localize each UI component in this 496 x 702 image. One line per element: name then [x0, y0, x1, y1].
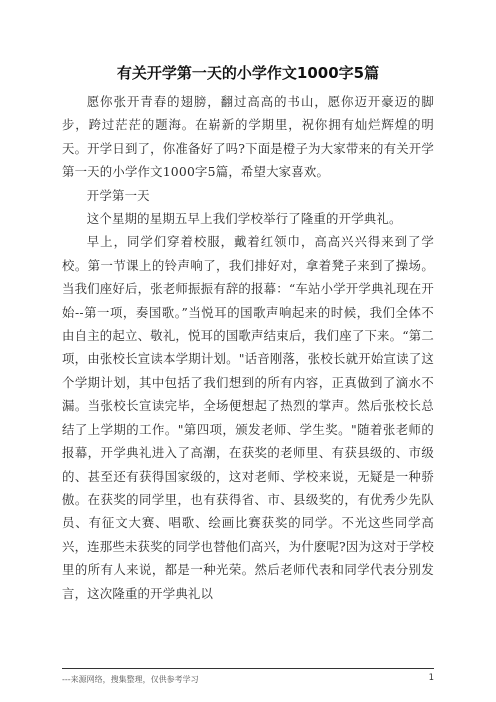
footer-note: ---来源网络，搜集整理，仅供参考学习	[62, 675, 199, 684]
body-paragraph: 这个星期的星期五早上我们学校举行了隆重的开学典礼。	[86, 211, 402, 227]
intro-paragraph: 愿你张开青春的翅膀，翻过高高的书山，愿你迈开豪迈的脚步，跨过茫茫的题海。在崭新的学期里，祝你拥有灿烂辉煌的明天。开学日到了，你准备好了吗?下面是橙子为大家带来的有关开学第一天的小学作文1000字5篇，希望大家喜欢。	[62, 94, 434, 180]
body-paragraph: 早上，同学们穿着校服，戴着红领巾，高高兴兴得来到了学校。第一节课上的铃声响了，我们排好对，拿着凳子来到了操场。当我们座好后，张老师振振有辞的报幕：“车站小学开学典礼现在开始--第一项，奏国歌。”当悦耳的国歌声响起来的时候，我们全体不由自主的起立、敬礼，悦耳的国歌声结束后，我们座了下来。“第二项，由张校长宣读本学期计划。"话音刚落，张校长就开始宣读了这个学期计划，其中包括了我们想到的所有内容，正真做到了滴水不漏。当张校长宣读完毕，全场便想起了热烈的掌声。然后张校长总结了上学期的工作。"第四项，颁发老师、学生奖。"随着张老师的报幕，开学典礼进入了高潮，在获奖的老师里、有获县级的、市级的、甚至还有获得国家级的，这对老师、学校来说，无疑是一种骄傲。在获奖的同学里，也有获得省、市、县级奖的，有优秀少先队员、有征文大赛、唱歌、绘画比赛获奖的同学。不光这些同学高兴，连那些未获奖的同学也替他们高兴，为什麽呢?因为这对于学校里的所有人来说，都是一种光荣。然后老师代表和同学代表分别发言，这次隆重的开学典礼以	[62, 234, 434, 601]
section-heading: 开学第一天	[86, 187, 150, 203]
page-number: 1	[428, 673, 434, 683]
page-title: 有关开学第一天的小学作文1000字5篇	[116, 64, 380, 82]
article-body	[62, 90, 434, 605]
footer-divider	[62, 668, 434, 669]
